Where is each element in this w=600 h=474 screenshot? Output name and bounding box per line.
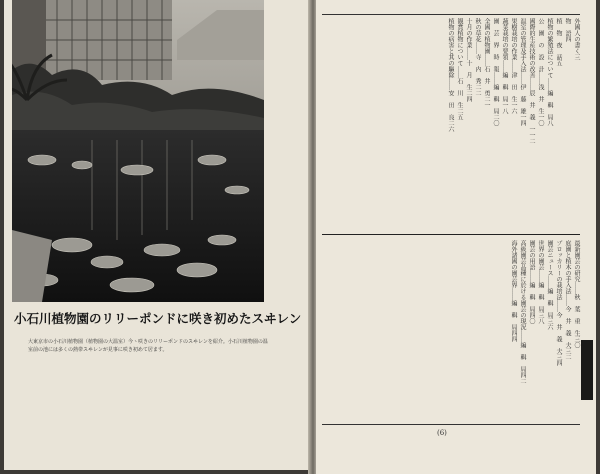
toc-entry-author: ……編 輯 局 [501, 60, 508, 102]
toc-entry-author: ……編 輯 局 [537, 270, 544, 312]
toc-entry-author: ……今 井 義 夫 [564, 294, 571, 348]
toc-entry [555, 240, 562, 420]
toc-entry-title: 十月の作業 [465, 18, 472, 48]
toc-entry [528, 240, 535, 420]
toc-entry-title: 園芸ニュース [546, 240, 553, 276]
toc-entry-page: 八 [546, 120, 553, 126]
toc-entry-title: 果樹栽培の作業 [510, 18, 517, 60]
toc-entry-title: 秋の草花 [474, 18, 481, 42]
toc-entry [564, 240, 571, 420]
toc-entry-page: 一六 [510, 102, 517, 114]
toc-entry-author: ……編 輯 局 [510, 288, 517, 330]
toc-entry-author: ……寺 内 秀 [474, 42, 481, 84]
toc-entry-page: 四〇 [528, 312, 535, 324]
toc-entry [447, 18, 454, 228]
toc-entry-page: 四 [564, 36, 571, 42]
toc-entry-author: ……辰 井 義 一 [528, 78, 535, 132]
toc-entry [510, 240, 517, 420]
toc-entry-title: プロッカリーの栽培法 [555, 240, 562, 300]
toc-entry-author: ……石 井 勇 [483, 54, 490, 96]
toc-entry [537, 240, 544, 420]
right-page [316, 0, 596, 474]
toc-entry-author: ……浅 井 生 [537, 72, 544, 114]
page-edge-shadow [581, 340, 593, 400]
toc-entry-title: 庭園と植木の手入法 [564, 240, 571, 294]
toc-entry [501, 18, 508, 228]
page-number: (6) [437, 429, 447, 437]
toc-entry-title: 蔬菜栽培の要領 [501, 18, 508, 60]
toc-entry-page: 四四 [510, 330, 517, 342]
toc-entry-author: ……秋 葉 重 生 [573, 282, 580, 336]
toc-entry [474, 18, 481, 228]
toc-entry-page: 二六 [447, 120, 454, 132]
toc-entry [573, 240, 580, 420]
toc-entry-title: 植物の繁殖法について [546, 18, 553, 78]
toc-entry-title: 高級園芸品種に於ける園芸の現況 [519, 240, 526, 330]
toc-entry-author: ……津 田 生 [510, 60, 517, 102]
toc-entry-title: 物 語 [564, 18, 571, 36]
toc-entry [456, 18, 463, 228]
toc-entry-page: 三四 [555, 354, 562, 366]
toc-entry [519, 18, 526, 228]
toc-entry-page: 三八 [537, 312, 544, 324]
toc-entry [528, 18, 535, 228]
left-page [4, 0, 310, 470]
lily-pond-photo [12, 0, 264, 302]
toc-entry-author: ……伊 藤 雄 [519, 72, 526, 114]
toc-entry-page: 三六 [546, 318, 553, 330]
toc-entry [546, 240, 553, 420]
toc-entry [492, 18, 499, 228]
toc-bottom-rule [322, 424, 580, 425]
toc-entry-title: 観賞植物について [456, 18, 463, 66]
toc-entry-title: 園芸の用語 [528, 240, 535, 270]
toc-entry-author: ……今 井 義 夫 [555, 300, 562, 354]
toc-entry-page: 二二 [474, 84, 481, 96]
toc-entry [546, 18, 553, 228]
toc-entry-title: 公 園 の 設 計 [537, 18, 544, 72]
toc-entry-author: ……編 輯 局 [528, 270, 535, 312]
toc-top-rule [322, 14, 580, 15]
toc-entry [573, 18, 580, 228]
photo-caption: 小石川植物園のリリーポンドに咲き初めたスヰレン [14, 311, 302, 326]
toc-entry-title: 植 物 夜 話 [555, 18, 562, 60]
toc-entry-page: 二四 [465, 90, 472, 102]
toc-entry-author: ……編 輯 局 [546, 78, 553, 120]
toc-entry [564, 18, 571, 228]
toc-entry-title: 園 芸 界 時 報 [492, 18, 499, 72]
toc-entry-page: 三〇 [573, 336, 580, 348]
toc-entry-page: 三 [573, 54, 580, 60]
toc-entry-author: ……十 月 生 [465, 48, 472, 90]
toc-entry-title: 最新園芸の研究 [573, 240, 580, 282]
toc-entry [483, 18, 490, 228]
toc-entry-title: 植物の病害と其の驅除 [447, 18, 454, 78]
toc-entry-page: 二一 [483, 96, 490, 108]
toc-entry-page: 五 [555, 60, 562, 66]
toc-middle-rule [322, 234, 580, 235]
toc-entry-author: ……安 田 良 [447, 78, 454, 120]
toc-entry-author: ……編 輯 局 [519, 330, 526, 372]
toc-upper-section [324, 18, 580, 228]
toc-entry-page: 二〇 [492, 114, 499, 126]
toc-entry-title: 海外諸國の園芸界 [510, 240, 517, 288]
toc-entry-title: 温室の管理及手入法 [519, 18, 526, 72]
toc-entry-page: 一八 [501, 102, 508, 114]
toc-entry-page: 一四 [519, 114, 526, 126]
toc-entry [555, 18, 562, 228]
toc-lower-section [396, 240, 580, 420]
toc-entry [465, 18, 472, 228]
toc-entry [510, 18, 517, 228]
toc-entry-author: ……石 川 生 [456, 66, 463, 108]
toc-entry-page: 一〇 [537, 114, 544, 126]
photo-illustration [12, 0, 264, 302]
toc-entry-title: 世界の園芸 [537, 240, 544, 270]
toc-entry-title: 全國の植物園 [483, 18, 490, 54]
toc-entry-page: 一二 [528, 132, 535, 144]
toc-entry-title: 外國人の書く [573, 18, 580, 54]
toc-entry [519, 240, 526, 420]
toc-entry-title: 國際的生産技術の改善 [528, 18, 535, 78]
toc-entry-page: 四二 [519, 372, 526, 384]
toc-entry-author: ……編 輯 局 [546, 276, 553, 318]
toc-entry-page: 二五 [456, 108, 463, 120]
toc-entry [537, 18, 544, 228]
toc-entry-author: ……編 輯 局 [492, 72, 499, 114]
toc-entry-page: 三二 [564, 348, 571, 360]
caption-description: 大東京市の小石川植物園（植物園の大温室）今ヽ咲きのリリーポンドのスヰレンを紹介。小石川植物園の温室前の池には多くの熱帯スヰレンが見事に咲き初めて居ます。 [28, 339, 268, 353]
